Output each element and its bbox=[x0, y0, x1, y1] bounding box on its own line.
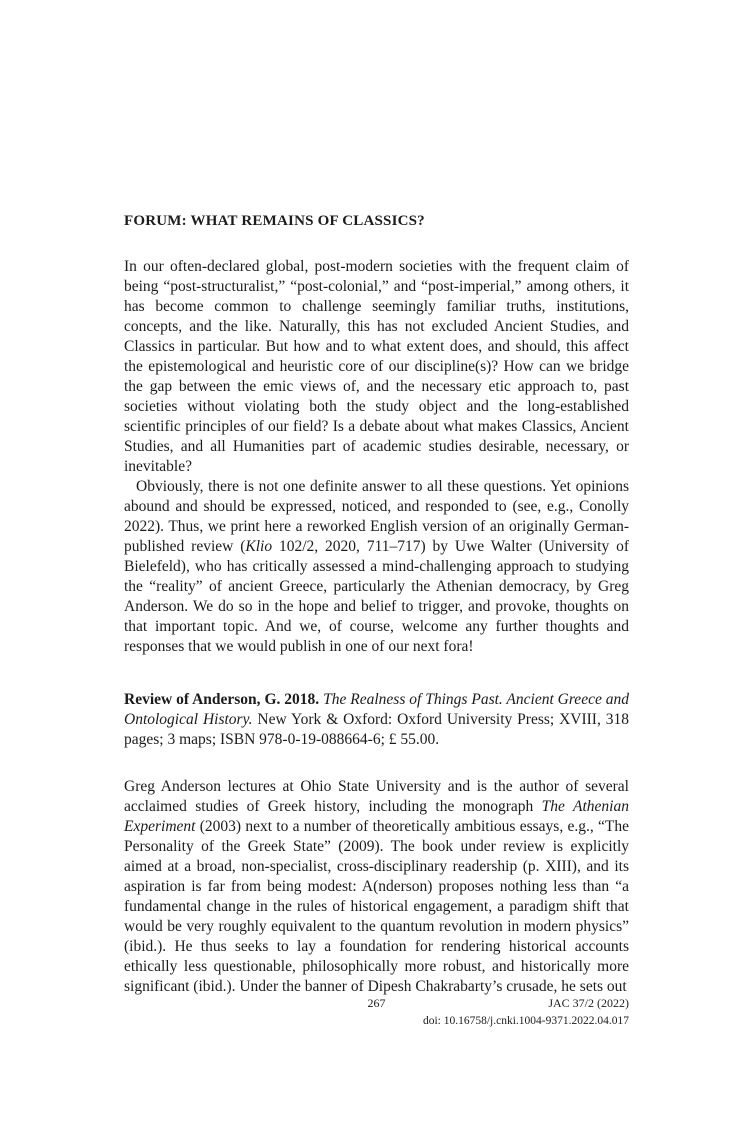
journal-reference: JAC 37/2 (2022) bbox=[548, 996, 629, 1010]
page-footer bbox=[124, 996, 629, 1029]
review-body-paragraph: Greg Anderson lectures at Ohio State University and is the author of several acclaimed studies of Greek history, including the monograph The Athenian Experiment (2003) next to a number of theoretically ambitious essays, e.g., “The Personality of the Greek State” (2009). The book under review is explicitly aimed at a broad, non-specialist, cross-disciplinary readership (p. XIII), and its aspiration is far from being modest: A(nderson) proposes nothing less than “a fundamental change in the rules of historical engagement, a paradigm shift that would be very roughly equivalent to the quantum revolution in modern physics” (ibid.). He thus seeks to lay a foundation for rendering historical accounts ethically less questionable, philosophically more robust, and historically more significant (ibid.). Under the banner of Dipesh Chakrabarty’s crusade, he sets out bbox=[124, 778, 629, 995]
review-citation-paragraph: Review of Anderson, G. 2018. The Realness of Things Past. Ancient Greece and Ontological History. New York & Oxford: Oxford University Press; XVIII, 318 pages; 3 maps; ISBN 978-0-19-088664-6; £ 55.00. bbox=[124, 691, 629, 748]
text-block bbox=[124, 211, 629, 997]
intro-paragraph: In our often-declared global, post-modern societies with the frequent claim of being “post-structuralist,” “post-colonial,” and “post-imperial,” among others, it has become common to challenge seemingly familiar truths, institutions, concepts, and the like. Naturally, this has not excluded Ancient Studies, and Classics in particular. But how and to what extent does, and should, this affect the epistemological and heuristic core of our discipline(s)? How can we bridge the gap between the emic views of, and the necessary etic approach to, past societies without violating both the study object and the long-established scientific principles of our field? Is a debate about what makes Classics, Ancient Studies, and all Humanities part of academic studies desirable, necessary, or inevitable? bbox=[124, 258, 629, 475]
editorial-paragraph: Obviously, there is not one definite answer to all these questions. Yet opinions abound and should be expressed, noticed, and responded to (see, e.g., Conolly 2022). Thus, we print here a reworked English version of an originally German-published review (Klio 102/2, 2020, 711–717) by Uwe Walter (University of Bielefeld), who has critically assessed a mind-challenging approach to studying the “reality” of ancient Greece, particularly the Athenian democracy, by Greg Anderson. We do so in the hope and belief to trigger, and provoke, thoughts on that important topic. And we, of course, welcome any further thoughts and responses that we would publish in one of our next fora! bbox=[124, 478, 630, 655]
page-number: 267 bbox=[367, 996, 386, 1010]
doi-reference: doi: 10.16758/j.cnki.1004-9371.2022.04.017 bbox=[422, 1015, 629, 1027]
forum-heading: FORUM: WHAT REMAINS OF CLASSICS? bbox=[124, 213, 425, 229]
footer-line bbox=[124, 996, 629, 1011]
